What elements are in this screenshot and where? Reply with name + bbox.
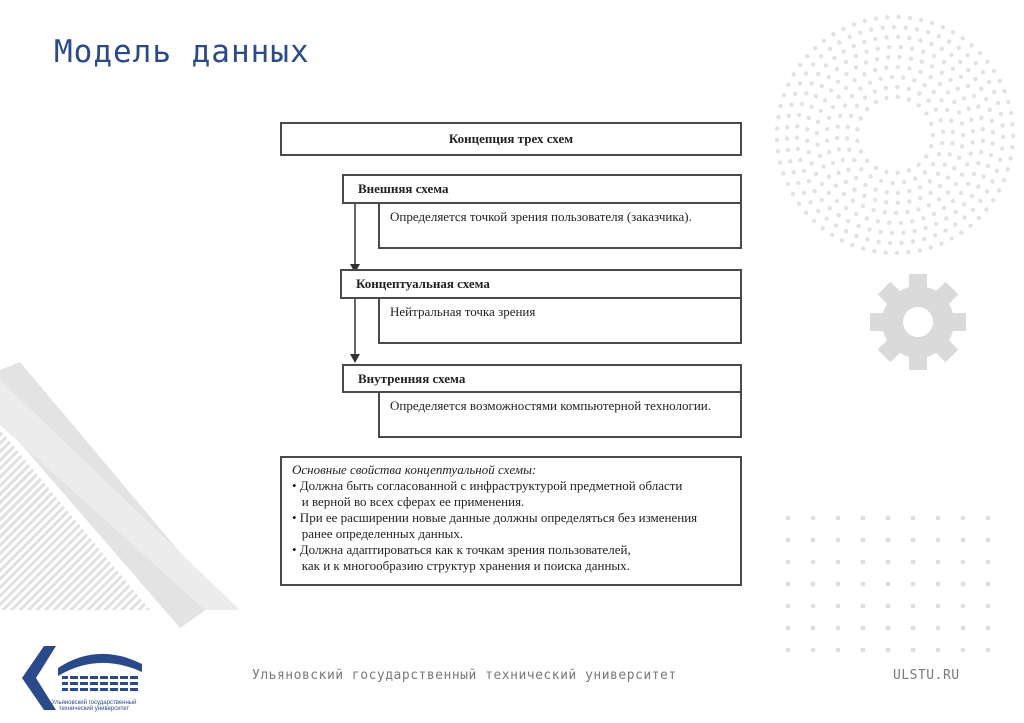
concept-three-schemas-box [280,122,742,156]
conceptual-schema-desc-box [378,296,742,344]
logo-caption [44,700,144,712]
internal-schema-desc: Определяется возможностями компьютерной технологии. [390,398,711,413]
external-schema-header [342,174,742,204]
external-schema-desc: Определяется точкой зрения пользователя (заказчика). [390,209,692,224]
properties-line: • Должна адаптироваться как к точкам зрения пользователей, [292,542,631,557]
external-schema-title: Внешняя схема [358,181,449,196]
properties-line: и верной во всех сферах ее применения. [292,494,525,509]
logo-caption-line: Ульяновский государственный [51,700,137,706]
footer-university-name: Ульяновский государственный технический университет [252,668,677,683]
internal-schema-desc-box [378,390,742,438]
footer-site: ULSTU.RU [893,668,960,683]
slide-title: Модель данных [54,34,310,70]
properties-line: • При ее расширении новые данные должны определяться без изменения [292,510,698,525]
conceptual-schema-desc: Нейтральная точка зрения [390,304,536,319]
logo-caption-line: технический университет [58,706,130,712]
conceptual-schema-header [340,269,742,299]
external-schema-desc-box [378,201,742,249]
internal-schema-title: Внутренняя схема [358,370,466,386]
properties-line: • Должна быть согласованной с инфраструктурой предметной области [292,478,683,493]
conceptual-schema-title: Концептуальная схема [356,276,490,291]
concept-title: Концепция трех схем [448,131,574,146]
conceptual-properties-box [280,456,742,586]
arrow-down-icon [350,354,360,363]
properties-line: ранее определенных данных. [292,526,464,541]
properties-line: как и к многообразию структур хранения и поиска данных. [292,558,630,573]
internal-schema-header [342,364,742,393]
properties-heading: Основные свойства концептуальной схемы: [292,462,537,477]
